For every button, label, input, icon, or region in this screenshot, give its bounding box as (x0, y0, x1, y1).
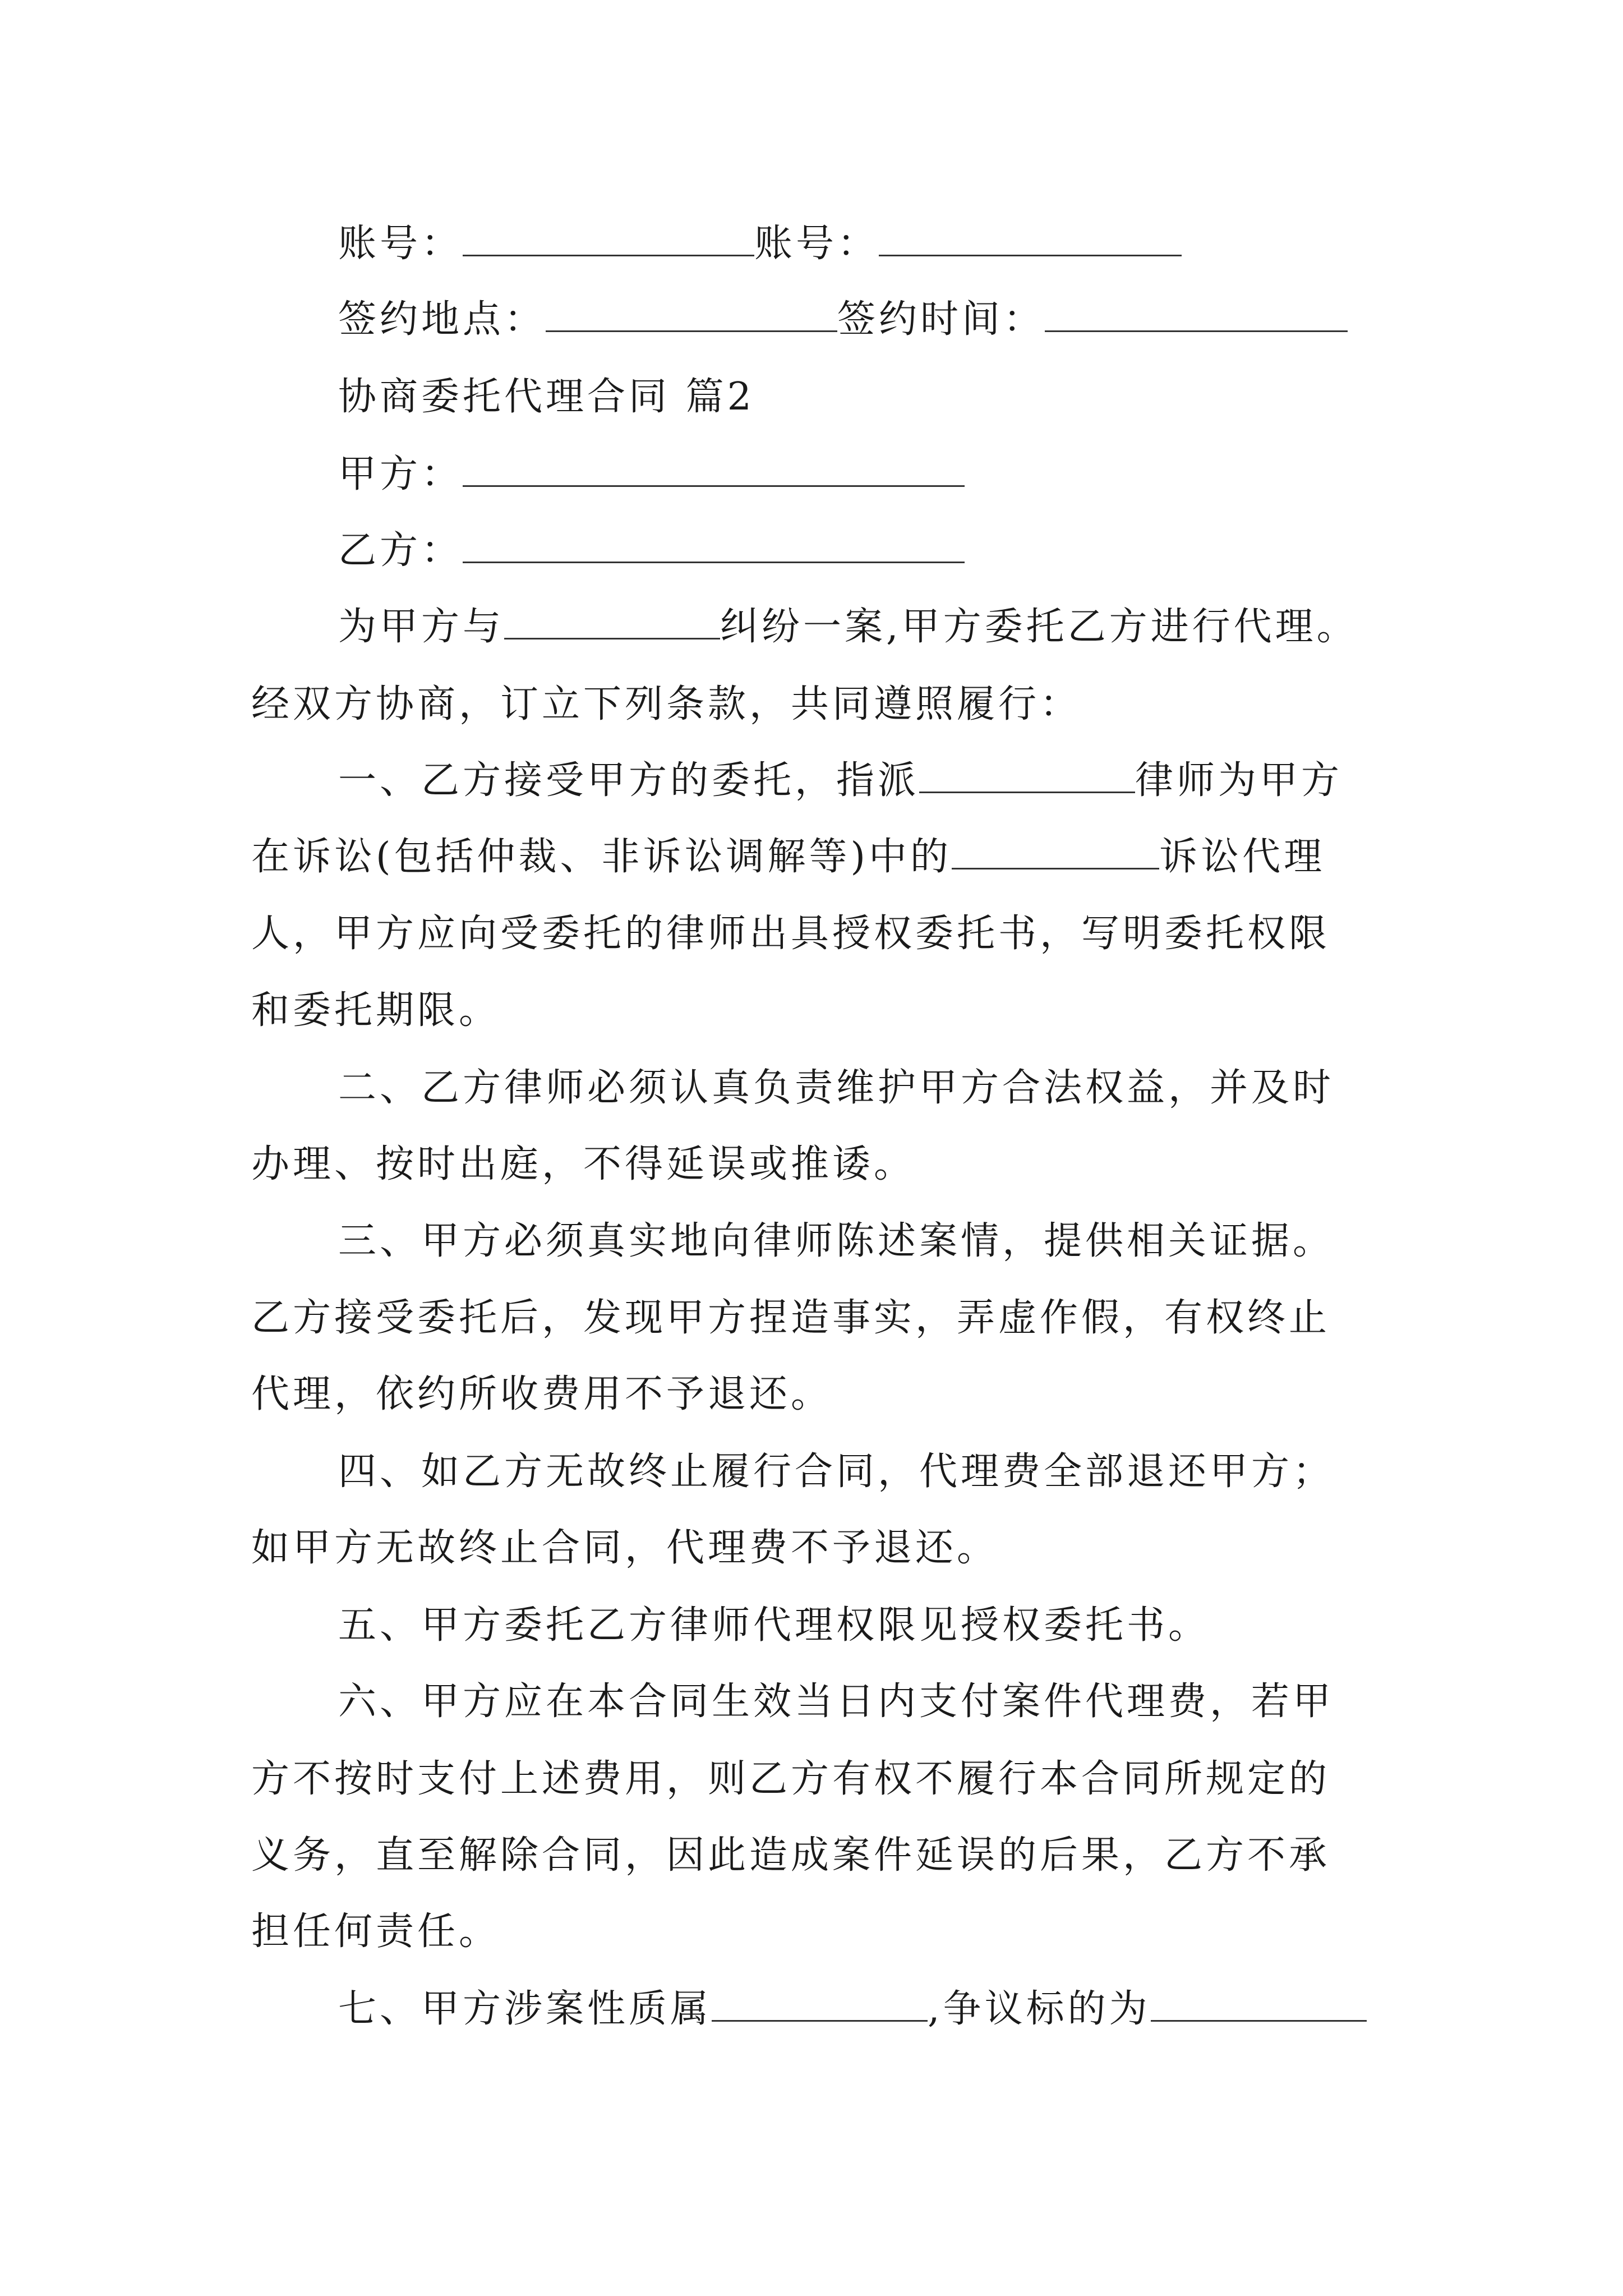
clause6-line-3: 义务，直至解除合同，因此造成案件延误的后果，乙方不承 (251, 1833, 1331, 1878)
clause3-line-1: 三、甲方必须真实地向律师陈述案情，提供相关证据。 (338, 1219, 1335, 1263)
clause7-text-1: 七、甲方涉案性质属 (338, 1987, 712, 2031)
clause2-line-2: 办理、按时出庭，不得延误或推诿。 (251, 1142, 916, 1186)
clause1-text-2: 律师为甲方 (1135, 758, 1343, 803)
clause7-text-2: ,争议标的为 (928, 1987, 1151, 2031)
clause1-text-1: 一、乙方接受甲方的委托，指派 (338, 758, 920, 803)
account-label-2: 账号： (754, 222, 879, 266)
sign-time-blank (1045, 298, 1348, 332)
sign-place-blank (546, 298, 837, 332)
party-b-label: 乙方： (338, 528, 463, 573)
clause6-line-4: 担任何责任。 (251, 1910, 501, 1954)
party-a-blank (463, 453, 965, 487)
party-a-row (338, 452, 965, 497)
case-nature-blank (712, 1987, 928, 2022)
proceeding-blank (952, 835, 1159, 869)
clause5-line-1: 五、甲方委托乙方律师代理权限见授权委托书。 (338, 1603, 1210, 1648)
sign-place-label: 签约地点： (338, 297, 546, 342)
clause1-line-1 (338, 758, 1343, 803)
clause1-line-4: 和委托期限。 (251, 988, 501, 1033)
intro-line-1 (338, 605, 1358, 650)
account-row (338, 222, 1182, 266)
signing-row (338, 297, 1348, 342)
clause3-line-2: 乙方接受委托后，发现甲方捏造事实，弄虚作假，有权终止 (251, 1296, 1331, 1340)
clause1-text-3: 在诉讼(包括仲裁、非诉讼调解等)中的 (251, 835, 952, 879)
clause1-line-3: 人，甲方应向受委托的律师出具授权委托书，写明委托权限 (251, 912, 1331, 956)
intro-line-2: 经双方协商，订立下列条款，共同遵照履行： (251, 682, 1082, 726)
clause7-line-1 (338, 1987, 1367, 2032)
sign-time-label: 签约时间： (837, 297, 1045, 342)
lawyer-name-blank (919, 759, 1135, 793)
clause6-line-2: 方不按时支付上述费用，则乙方有权不履行本合同所规定的 (251, 1757, 1331, 1801)
party-b-row (338, 528, 965, 573)
party-b-blank (463, 529, 965, 563)
intro-text-2: 纠纷一案,甲方委托乙方进行代理。 (720, 605, 1358, 649)
dispute-party-blank (504, 605, 720, 639)
clause4-line-1: 四、如乙方无故终止履行合同，代理费全部退还甲方； (338, 1450, 1335, 1494)
intro-text-1: 为甲方与 (338, 605, 505, 649)
party-a-label: 甲方： (338, 452, 463, 496)
dispute-subject-blank (1151, 1987, 1367, 2022)
account-blank-2 (879, 222, 1182, 256)
clause1-line-2 (251, 835, 1325, 880)
clause1-text-4: 诉讼代理 (1159, 835, 1326, 879)
account-blank-1 (463, 222, 754, 256)
account-label-1: 账号： (338, 222, 463, 266)
section-title: 协商委托代理合同 篇2 (338, 375, 755, 419)
clause6-line-1: 六、甲方应在本合同生效当日内支付案件代理费，若甲 (338, 1680, 1335, 1724)
clause4-line-2: 如甲方无故终止合同，代理费不予退还。 (251, 1526, 999, 1570)
clause2-line-1: 二、乙方律师必须认真负责维护甲方合法权益，并及时 (338, 1066, 1335, 1110)
clause3-line-3: 代理，依约所收费用不予退还。 (251, 1372, 833, 1416)
